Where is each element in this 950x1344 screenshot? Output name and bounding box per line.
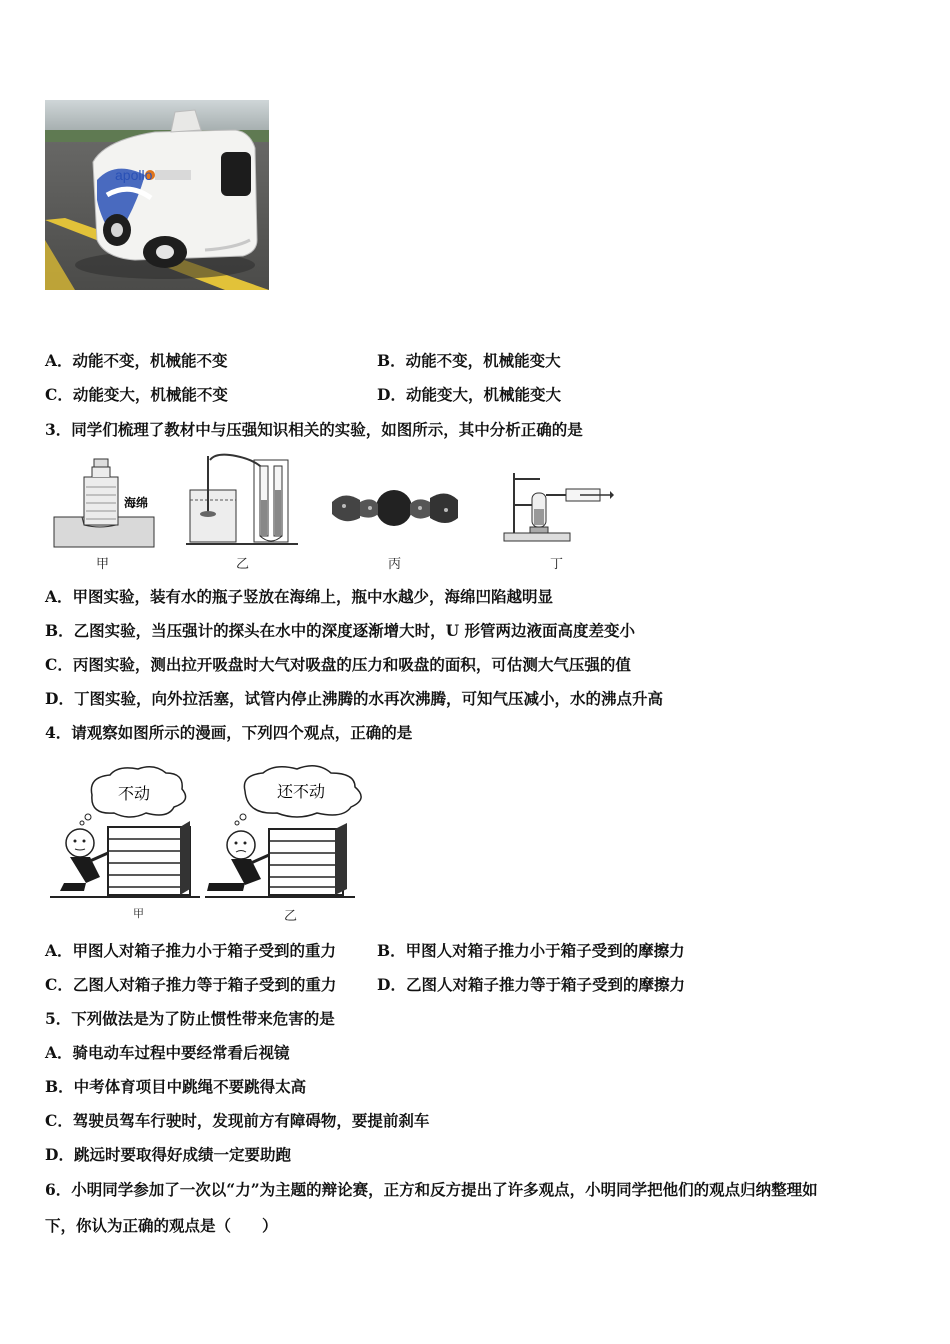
q2-option-a: A．动能不变，机械能不变 bbox=[45, 351, 228, 370]
q5-option-d: D．跳远时要取得好成绩一定要助跑 bbox=[45, 1145, 291, 1164]
bubble-text-yi: 还不动 bbox=[276, 782, 326, 801]
q4-caption-jia: 甲 bbox=[133, 907, 144, 920]
q3-option-a: A．甲图实验，装有水的瓶子竖放在海绵上，瓶中水越少，海绵凹陷越明显 bbox=[45, 587, 554, 606]
q3-figure-ding bbox=[500, 465, 615, 545]
q3-figure-bing bbox=[330, 480, 460, 535]
q5-option-c: C．驾驶员驾车行驶时，发现前方有障碍物，要提前刹车 bbox=[45, 1111, 430, 1130]
q2-option-c: C．动能变大，机械能不变 bbox=[45, 385, 228, 404]
q4-option-d: D．乙图人对箱子推力等于箱子受到的摩擦力 bbox=[377, 975, 685, 994]
q6-stem-line1: 6．小明同学参加了一次以“力”为主题的辩论赛，正方和反方提出了许多观点，小明同学把他们的观点归纳整理如 bbox=[45, 1180, 818, 1199]
q5-stem: 5．下列做法是为了防止惯性带来危害的是 bbox=[45, 1009, 335, 1028]
q3-caption-yi: 乙 bbox=[236, 557, 250, 572]
q3-option-c: C．丙图实验，测出拉开吸盘时大气对吸盘的压力和吸盘的面积，可估测大气压强的值 bbox=[45, 655, 631, 674]
q3-figure-jia bbox=[52, 455, 157, 550]
q3-caption-bing: 丙 bbox=[388, 557, 402, 572]
apollo-logo-text: apollo bbox=[115, 167, 153, 183]
q5-option-a: A．骑电动车过程中要经常看后视镜 bbox=[45, 1043, 290, 1062]
q2-option-d: D．动能变大，机械能变大 bbox=[377, 385, 561, 404]
q4-caption-yi: 乙 bbox=[284, 909, 298, 924]
q3-option-b: B．乙图实验，当压强计的探头在水中的深度逐渐增大时，U 形管两边液面高度差变小 bbox=[45, 621, 636, 640]
q5-option-b: B．中考体育项目中跳绳不要跳得太高 bbox=[45, 1077, 307, 1096]
q4-option-c: C．乙图人对箱子推力等于箱子受到的重力 bbox=[45, 975, 337, 994]
q3-caption-ding: 丁 bbox=[550, 557, 564, 572]
q4-cartoon-yi bbox=[205, 765, 385, 905]
q6-stem-line2: 下，你认为正确的观点是（ ） bbox=[45, 1216, 278, 1235]
q4-option-a: A．甲图人对箱子推力小于箱子受到的重力 bbox=[45, 941, 337, 960]
q3-option-d: D．丁图实验，向外拉活塞，试管内停止沸腾的水再次沸腾，可知气压减小，水的沸点升高 bbox=[45, 689, 663, 708]
q4-cartoon-jia bbox=[50, 765, 210, 905]
q2-option-b: B．动能不变，机械能变大 bbox=[377, 351, 561, 370]
q4-stem: 4．请观察如图所示的漫画，下列四个观点，正确的是 bbox=[45, 723, 413, 742]
q3-stem: 3．同学们梳理了教材中与压强知识相关的实验，如图所示，其中分析正确的是 bbox=[45, 420, 583, 439]
sponge-label: 海绵 bbox=[124, 496, 149, 510]
bubble-text-jia: 不动 bbox=[117, 784, 151, 803]
q3-caption-jia: 甲 bbox=[96, 557, 110, 572]
q3-figure-yi bbox=[186, 450, 301, 550]
q4-option-b: B．甲图人对箱子推力小于箱子受到的摩擦力 bbox=[377, 941, 685, 960]
delivery-robot-photo bbox=[45, 100, 269, 290]
